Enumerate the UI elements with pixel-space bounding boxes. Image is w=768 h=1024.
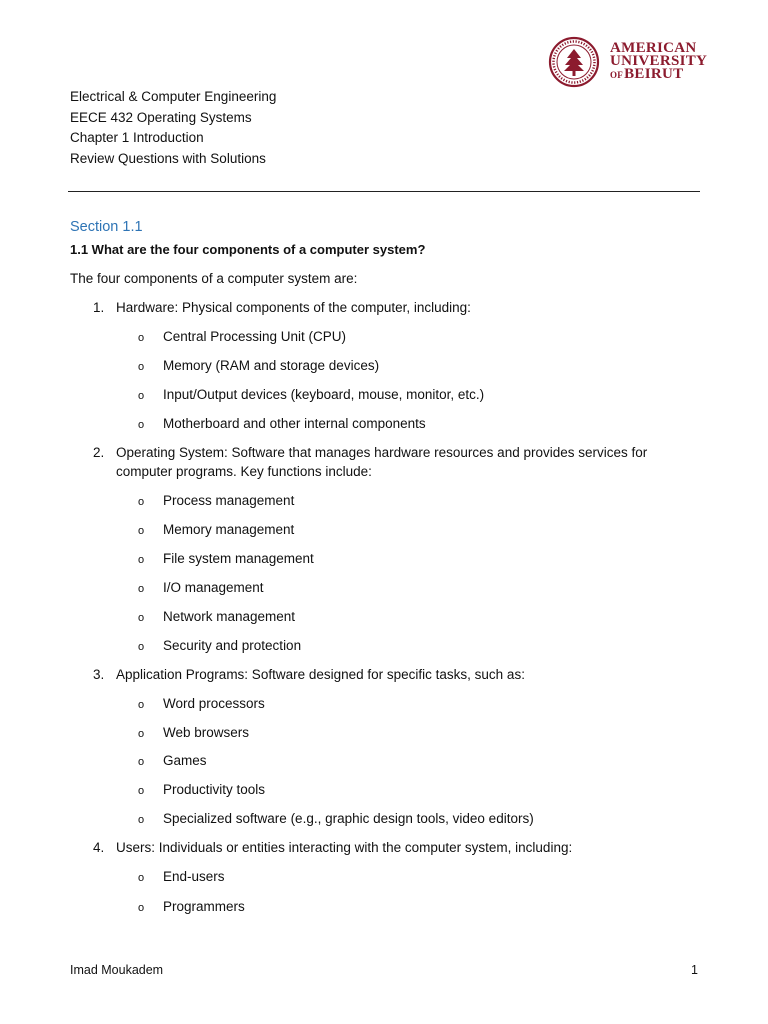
circle-bullet-icon: o [138, 525, 145, 537]
list-item-text: Operating System: Software that manages hardware resources and provides services for [116, 445, 648, 460]
circle-bullet-icon: o [138, 872, 145, 884]
footer-author: Imad Moukadem [70, 963, 164, 977]
circle-bullet-icon: o [138, 756, 145, 768]
circle-bullet-icon: o [138, 419, 145, 431]
circle-bullet-icon: o [138, 496, 145, 508]
circle-bullet-icon: o [138, 390, 145, 402]
list-item-text: Users: Individuals or entities interacting with the computer system, including: [116, 840, 573, 855]
document-header [70, 87, 276, 169]
logo-text-beirut: OFBEIRUT [610, 66, 684, 82]
page-number: 1 [691, 963, 698, 977]
circle-bullet-icon: o [138, 361, 145, 373]
circle-bullet-icon: o [138, 332, 145, 344]
circle-bullet-icon: o [138, 699, 145, 711]
department-name: Electrical & Computer Engineering [70, 89, 277, 104]
university-seal-icon [548, 36, 604, 88]
document-type: Review Questions with Solutions [70, 150, 266, 166]
circle-bullet-icon: o [138, 612, 145, 624]
list-item-text: Hardware: Physical components of the computer, including: [116, 300, 471, 315]
circle-bullet-icon: o [138, 641, 145, 653]
list-number: 3. [93, 667, 105, 682]
question-text: 1.1 What are the four components of a computer system? [70, 242, 426, 257]
logo-text-american: AMERICAN [610, 40, 697, 56]
course-title: EECE 432 Operating Systems [70, 109, 252, 125]
circle-bullet-icon: o [138, 902, 145, 914]
circle-bullet-icon: o [138, 583, 145, 595]
header-divider [68, 191, 700, 192]
aub-logo [548, 36, 713, 88]
circle-bullet-icon: o [138, 554, 145, 566]
section-heading: Section 1.1 [70, 219, 143, 235]
chapter-title: Chapter 1 Introduction [70, 130, 204, 145]
circle-bullet-icon: o [138, 785, 145, 797]
logo-text-university: UNIVERSITY [610, 53, 708, 69]
circle-bullet-icon: o [138, 728, 145, 740]
answer-intro: The four components of a computer system are: [70, 271, 358, 286]
list-item-text: Application Programs: Software designed for specific tasks, such as: [116, 667, 525, 682]
list-number: 1. [93, 300, 105, 315]
list-number: 2. [93, 445, 105, 460]
circle-bullet-icon: o [138, 814, 145, 826]
list-number: 4. [93, 840, 105, 855]
document-page: AMERICAN UNIVERSITY OFBEIRUT Electrical & Computer Engineering EECE 432 Operating Systems Chapter 1 Introduction Review Questions with Solutions Section 1.1 1.1 What are the four components of a computer system? The four components of a computer system are: 1. Hardware: Physical components of the computer, including: o Central Processing Unit (CPU) o Memory (RAM and storage devices) o Input/Output devices (keyboard, mouse, monitor, etc.) o Motherboard and other internal components 2. Operating System: Software that manages hardware resources and provides services for computer programs. Key functions include: o Process management o Memory management o File system management o I/O management o Network management o Security and protection 3. Application Programs: Software designed for specific tasks, such as: o Word processors o Web browsers o Games o Productivity tools o Specialized software (e.g., graphic design tools, video editors) 4. Users: Individuals or entities interacting with the computer system, including: o End-users o Programmers Imad Moukadem 1 [0, 0, 768, 1024]
